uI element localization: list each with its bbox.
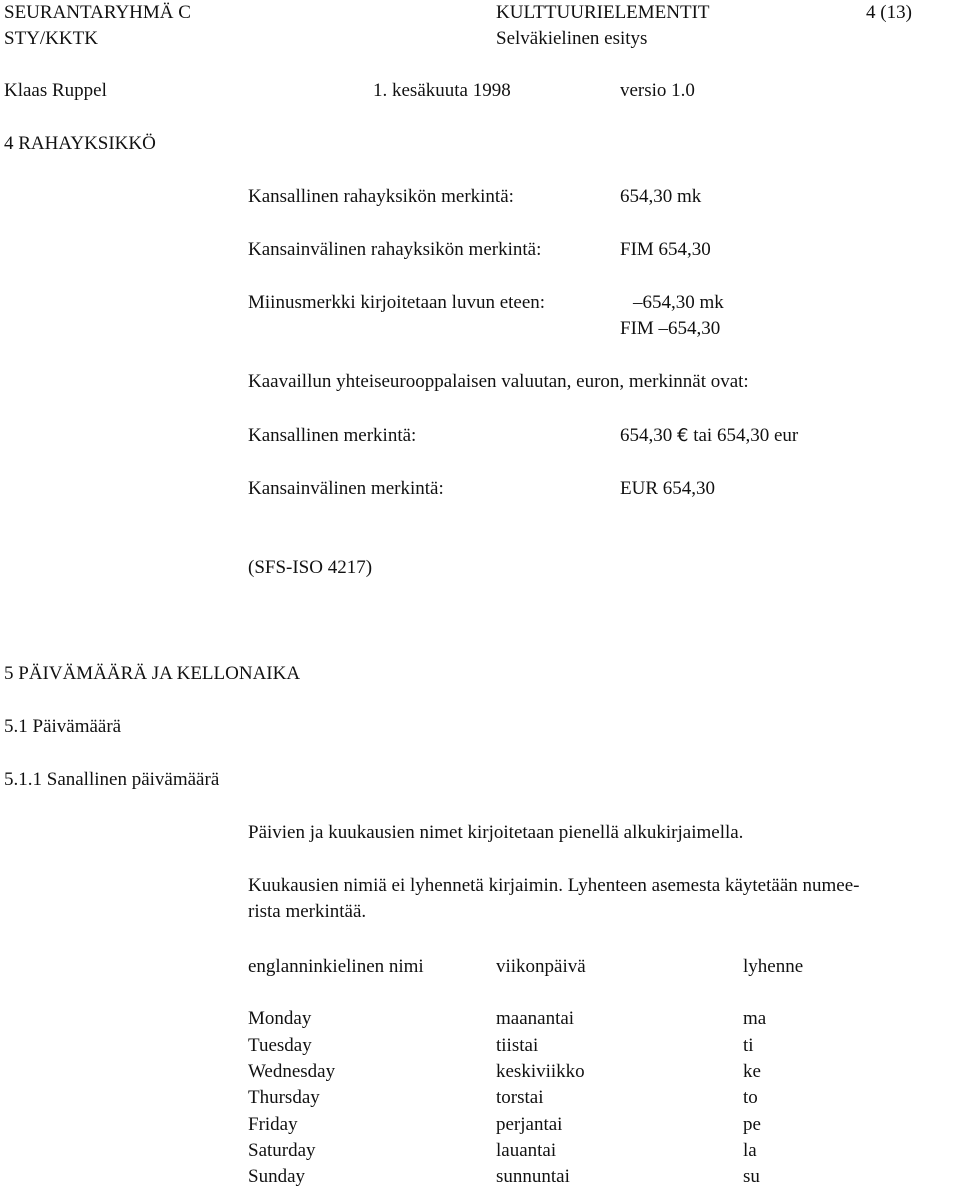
table-cell-english: Saturday xyxy=(248,1140,316,1161)
section-heading-date-time: 5 PÄIVÄMÄÄRÄ JA KELLONAIKA xyxy=(4,663,301,684)
minus-value-national: –654,30 mk xyxy=(633,292,724,313)
euro-national-rest: tai 654,30 eur xyxy=(693,425,799,446)
table-header-abbreviation: lyhenne xyxy=(743,956,804,977)
table-cell-weekday: torstai xyxy=(496,1087,544,1108)
euro-symbol: € xyxy=(677,425,689,446)
euro-intro: Kaavaillun yhteiseurooppalaisen valuutan, euron, merkinnät ovat: xyxy=(248,371,749,392)
international-currency-label: Kansainvälinen rahayksikön merkintä: xyxy=(248,239,542,260)
national-currency-value: 654,30 mk xyxy=(620,186,702,207)
table-cell-english: Sunday xyxy=(248,1166,305,1187)
table-cell-weekday: lauantai xyxy=(496,1140,557,1161)
euro-national-value xyxy=(620,426,798,445)
euro-national-amount: 654,30 xyxy=(620,425,673,446)
header-org-line1: SEURANTARYHMÄ C xyxy=(4,2,191,23)
table-cell-abbreviation: ke xyxy=(743,1061,761,1082)
table-cell-abbreviation: pe xyxy=(743,1114,761,1135)
table-cell-weekday: sunnuntai xyxy=(496,1166,570,1187)
table-cell-abbreviation: ma xyxy=(743,1008,767,1029)
table-cell-abbreviation: la xyxy=(743,1140,757,1161)
national-currency-label: Kansallinen rahayksikön merkintä: xyxy=(248,186,514,207)
table-cell-abbreviation: to xyxy=(743,1087,758,1108)
section-heading-currency: 4 RAHAYKSIKKÖ xyxy=(4,133,156,154)
table-cell-english: Tuesday xyxy=(248,1035,312,1056)
header-doc-subtitle: Selväkielinen esitys xyxy=(496,28,648,49)
table-cell-english: Monday xyxy=(248,1008,312,1029)
table-cell-english: Wednesday xyxy=(248,1061,336,1082)
header-version: versio 1.0 xyxy=(620,80,695,101)
table-cell-weekday: tiistai xyxy=(496,1035,539,1056)
header-author: Klaas Ruppel xyxy=(4,80,107,101)
euro-national-label: Kansallinen merkintä: xyxy=(248,425,417,446)
table-cell-english: Friday xyxy=(248,1114,298,1135)
paragraph-capitalization: Päivien ja kuukausien nimet kirjoitetaan pienellä alkukirjaimella. xyxy=(248,822,744,843)
standard-reference: (SFS-ISO 4217) xyxy=(248,557,373,578)
table-header-english-name: englanninkielinen nimi xyxy=(248,956,424,977)
euro-international-label: Kansainvälinen merkintä: xyxy=(248,478,444,499)
table-cell-abbreviation: ti xyxy=(743,1035,754,1056)
header-org-line2: STY/KKTK xyxy=(4,28,98,49)
table-cell-weekday: maanantai xyxy=(496,1008,575,1029)
minus-sign-label: Miinusmerkki kirjoitetaan luvun eteen: xyxy=(248,292,546,313)
paragraph-abbreviation-line1: Kuukausien nimiä ei lyhennetä kirjaimin. Lyhenteen asemesta käytetään numee- xyxy=(248,875,860,896)
subsubsection-heading-verbal-date: 5.1.1 Sanallinen päivämäärä xyxy=(4,769,220,790)
paragraph-abbreviation-line2: rista merkintää. xyxy=(248,901,367,922)
table-cell-abbreviation: su xyxy=(743,1166,760,1187)
subsection-heading-date: 5.1 Päivämäärä xyxy=(4,716,122,737)
table-cell-english: Thursday xyxy=(248,1087,320,1108)
international-currency-value: FIM 654,30 xyxy=(620,239,711,260)
table-cell-weekday: keskiviikko xyxy=(496,1061,585,1082)
table-cell-weekday: perjantai xyxy=(496,1114,563,1135)
euro-international-value: EUR 654,30 xyxy=(620,478,715,499)
header-page-number: 4 (13) xyxy=(866,2,912,23)
minus-value-international: FIM –654,30 xyxy=(620,318,721,339)
table-header-weekday: viikonpäivä xyxy=(496,956,586,977)
header-doc-title: KULTTUURIELEMENTIT xyxy=(496,2,710,23)
header-date: 1. kesäkuuta 1998 xyxy=(373,80,511,101)
